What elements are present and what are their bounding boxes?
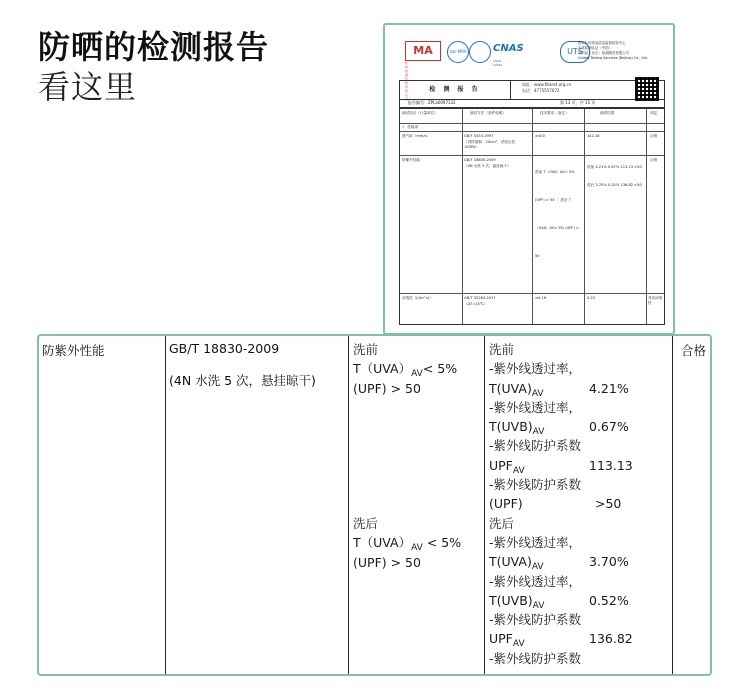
result-line — [489, 340, 669, 359]
result-line — [489, 533, 669, 552]
report-row-method-note: （4N 水洗 5 次，悬挂晾干） — [464, 164, 511, 168]
institute-line: 国家针纺织品质量监督检验中心 — [578, 41, 626, 45]
report-header-verdict: 判定 — [650, 111, 658, 115]
report-number: 报告编号：ZPLa0097132 — [408, 100, 456, 105]
detail-requirement-after — [353, 514, 461, 572]
report-row-requirement: ≥0.16 — [535, 296, 547, 300]
detail-table-divider — [348, 336, 349, 674]
institute-line: 天祥检测认证（中国） — [578, 46, 612, 50]
ma-logo: MA — [405, 41, 441, 61]
result-label: T(UVB) — [489, 419, 533, 435]
page-subtitle: 看这里 — [38, 68, 138, 106]
result-label: -紫外线透过率， — [489, 399, 582, 415]
requirement-label: 洗后 — [353, 516, 379, 531]
report-row-verdict: 合格 — [650, 134, 658, 138]
requirement-label: 洗前 — [353, 342, 379, 357]
report-phone: 电话：4775557672 — [522, 87, 560, 93]
requirement-uva — [353, 359, 457, 378]
report-row-result: 0.20 — [587, 296, 596, 300]
result-line — [489, 475, 669, 494]
report-table-rule — [400, 123, 664, 124]
requirement-upf: (UPF) > 50 — [353, 380, 421, 396]
result-label: -紫外线透过率， — [489, 573, 582, 589]
report-row-result: 142.18 — [587, 134, 600, 138]
detail-method-note: (4N 水洗 5 次，悬挂晾干) — [169, 373, 316, 388]
detail-item: 防紫外性能 — [42, 343, 105, 358]
result-value: 113.13 — [589, 457, 633, 473]
result-line — [489, 398, 669, 417]
report-row-method: GB/T 35263-2017 — [464, 296, 496, 300]
result-label: -紫外线防护系数 — [489, 477, 582, 493]
result-value: >50 — [595, 496, 622, 512]
result-line — [489, 629, 669, 648]
requirement-uva-limit: < 5% — [422, 535, 462, 551]
report-row-verdict: 合格 — [650, 158, 658, 162]
report-page-number: 第 13 页，共 15 页 — [560, 100, 596, 105]
report-scan — [383, 23, 675, 335]
result-line — [489, 456, 669, 475]
detail-table-divider — [165, 336, 166, 674]
report-header — [399, 80, 665, 100]
report-table-rule — [400, 293, 664, 294]
report-table-divider — [462, 109, 463, 324]
result-label: 洗后 — [489, 515, 515, 531]
report-row-requirement: ≥100 — [535, 134, 545, 138]
report-section: ✓ 性能项 — [402, 125, 419, 129]
result-line — [489, 552, 669, 571]
result-label: -紫外线透过率， — [489, 361, 582, 377]
detail-table-divider — [484, 336, 485, 674]
cnas-logo: CNAS — [493, 43, 524, 54]
ma-logo-caption: 检验检测机构资质认定 — [405, 61, 409, 101]
report-table-divider — [584, 109, 585, 324]
requirement-uva-sub: AV — [411, 543, 423, 554]
result-label: T(UVB) — [489, 592, 533, 608]
report-header-method: 测试方法（条件说明） — [470, 111, 506, 115]
result-line — [489, 610, 669, 629]
detail-results — [489, 340, 669, 668]
result-line — [489, 379, 669, 398]
result-value: 136.82 — [589, 631, 633, 647]
cnas-seal-logo — [469, 41, 491, 63]
report-header-result: 测试结果 — [600, 111, 615, 115]
report-row-item: 凉爽性（J/(m²·s)） — [402, 296, 433, 300]
requirement-uva-limit: < 5% — [422, 361, 458, 377]
report-row-requirement: 洗前 T（UVA）AV< 5% (UPF) > 50 ｜ 洗后 T（UVA）AV< 5% (UPF) > 50 — [535, 170, 580, 258]
result-line — [489, 649, 669, 668]
result-label: -紫外线防护系数 — [489, 612, 582, 628]
result-value: 0.67% — [589, 419, 629, 435]
result-subscript: AV — [532, 600, 545, 611]
result-line — [489, 417, 669, 436]
requirement-uva-text: T（UVA） — [353, 361, 412, 377]
institute-name — [578, 41, 668, 61]
requirement-uva-sub: AV — [411, 369, 423, 380]
result-line — [489, 572, 669, 591]
report-title: 检 测 报 告 — [400, 81, 511, 99]
detail-method: GB/T 18830-2009 — [169, 341, 280, 356]
result-value: 3.70% — [589, 554, 629, 570]
result-label: UPF — [489, 631, 513, 647]
page-title: 防晒的检测报告 — [38, 28, 270, 66]
result-label: T(UVA) — [489, 380, 532, 396]
report-number-bar — [399, 98, 665, 108]
result-label: UPF — [489, 457, 513, 473]
report-header-item: 测试项目（计量单位） — [402, 111, 438, 115]
result-label: T(UVA) — [489, 554, 532, 570]
report-row-method-note: （ΔT=15℃） — [464, 302, 488, 306]
result-line — [489, 436, 669, 455]
requirement-uva — [353, 533, 461, 552]
result-label: -紫外线防护系数 — [489, 650, 582, 666]
report-row-verdict: 具有凉爽性 — [648, 296, 663, 305]
report-website: 网址：www.fibtest.org.cn — [522, 82, 572, 87]
detail-table — [37, 334, 712, 676]
detail-table-divider — [672, 336, 673, 674]
report-table-rule — [400, 131, 664, 132]
report-row-method: GB/T 18830-2009 — [464, 158, 496, 162]
result-subscript: AV — [531, 562, 544, 573]
report-contact — [522, 82, 571, 93]
result-subscript: AV — [512, 639, 525, 650]
ilac-logo: ilac-MRA — [447, 41, 469, 63]
report-table-rule — [400, 155, 664, 156]
report-row-method-note: （试样面积：20cm²，试验压差：100Pa） — [464, 140, 519, 149]
result-subscript: AV — [531, 388, 544, 399]
result-subscript: AV — [532, 427, 545, 438]
result-value: 0.52% — [589, 592, 629, 608]
report-row-result: 洗前 4.21% 0.67% 113.13 >50 洗后 3.70% 0.52% 136.82 >50 — [587, 165, 642, 187]
institute-line: United Testing Services (Beijing) Co., Ltd. — [578, 56, 648, 60]
report-table-divider — [646, 109, 647, 324]
result-subscript: AV — [512, 465, 525, 476]
result-line — [489, 514, 669, 533]
report-table — [399, 108, 665, 325]
detail-requirement-before — [353, 340, 457, 398]
result-label: -紫外线防护系数 — [489, 438, 582, 454]
result-label: (UPF) — [489, 496, 523, 512]
result-label: -紫外线透过率， — [489, 534, 582, 550]
report-row-method: GB/T 5453-1997 — [464, 134, 494, 138]
result-line — [489, 359, 669, 378]
uts-logo: UTS — [560, 41, 590, 63]
detail-verdict: 合格 — [681, 343, 707, 358]
cnas-logo-caption: CNAS L0094 — [493, 59, 503, 67]
result-value: 4.21% — [589, 380, 629, 396]
result-line — [489, 591, 669, 610]
result-label: 洗前 — [489, 342, 515, 357]
report-row-item: 透气率（mm/s） — [402, 134, 431, 138]
report-header-requirement: 技术要求（备注） — [540, 111, 569, 115]
requirement-uva-text: T（UVA） — [353, 535, 412, 551]
result-line — [489, 494, 669, 513]
report-row-item: 防紫外性能 — [402, 158, 420, 162]
institute-line: 纺织品（北京）检测服务有限公司 — [578, 51, 629, 55]
report-table-divider — [532, 109, 533, 324]
requirement-upf: (UPF) > 50 — [353, 554, 421, 570]
